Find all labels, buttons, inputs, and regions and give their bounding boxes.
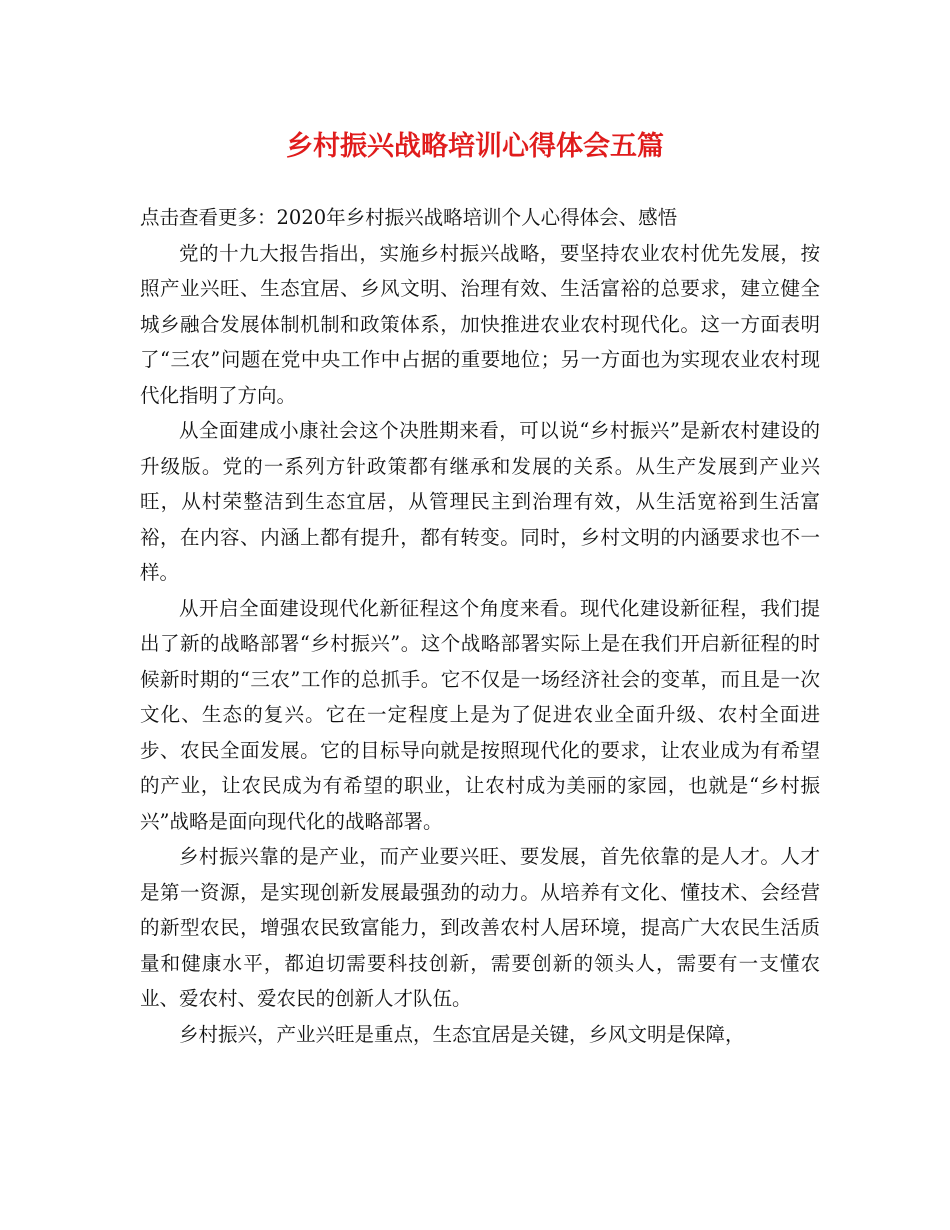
paragraph-5: 乡村振兴，产业兴旺是重点，生态宜居是关键，乡风文明是保障， [179,1022,745,1046]
paragraph-3: 从开启全面建设现代化新征程这个角度来看。现代化建设新征程，我们提出了新的战略部署“乡村振兴”。这个战略部署实际上是在我们开启新征程的时候新时期的“三农”工作的总抓手。它不仅是一场经济社会的变革，而且是一次文化、生态的复兴。它在一定程度上是为了促进农业全面升级、农村全面进步、农民全面发展。它的目标导向就是按照现代化的要求，让农业成为有希望的产业，让农民成为有希望的职业，让农村成为美丽的家园，也就是“乡村振兴”战略是面向现代化的战略部署。 [140,596,820,833]
more-link[interactable]: 点击查看更多：2020年乡村振兴战略培训个人心得体会、感悟 [140,206,678,229]
paragraph-4: 乡村振兴靠的是产业，而产业要兴旺、要发展，首先依靠的是人才。人才是第一资源，是实现创新发展最强劲的动力。从培养有文化、懂技术、会经营的新型农民，增强农民致富能力，到改善农村人居环境，提高广大农民生活质量和健康水平，都迫切需要科技创新，需要创新的领头人，需要有一支懂农业、爱农村、爱农民的创新人才队伍。 [140,845,820,1010]
document-title: 乡村振兴战略培训心得体会五篇 [286,131,664,162]
paragraph-2: 从全面建成小康社会这个决胜期来看，可以说“乡村振兴”是新农村建设的升级版。党的一系列方针政策都有继承和发展的关系。从生产发展到产业兴旺，从村荣整洁到生态宜居，从管理民主到治理有效，从生活宽裕到生活富裕，在内容、内涵上都有提升，都有转变。同时，乡村文明的内涵要求也不一样。 [140,419,820,584]
paragraph-1: 党的十九大报告指出，实施乡村振兴战略，要坚持农业农村优先发展，按照产业兴旺、生态宜居、乡风文明、治理有效、生活富裕的总要求，建立健全城乡融合发展体制机制和政策体系，加快推进农业农村现代化。这一方面表明了“三农”问题在党中央工作中占据的重要地位；另一方面也为实现农业农村现代化指明了方向。 [140,241,820,407]
document-body [140,200,820,1052]
